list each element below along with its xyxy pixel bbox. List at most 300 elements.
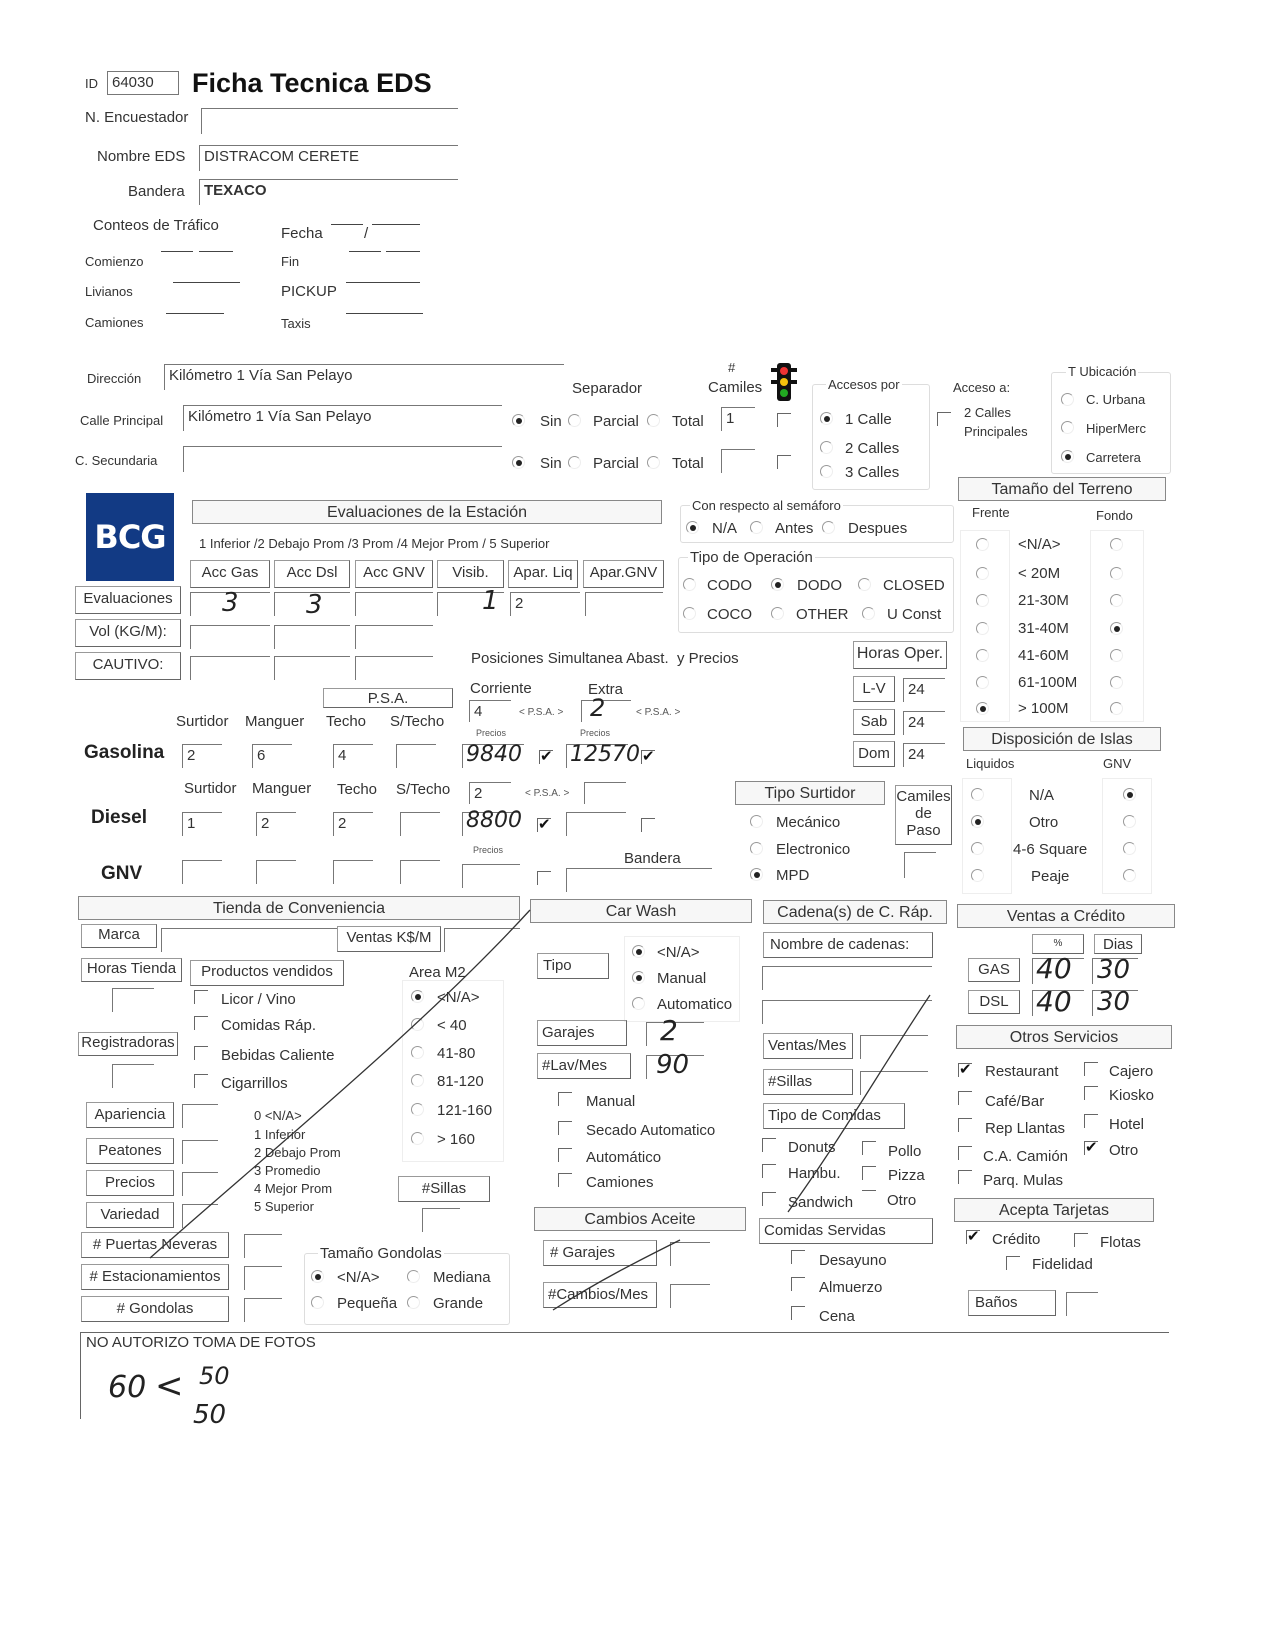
tarjeta-credito-checkbox[interactable] bbox=[966, 1230, 980, 1244]
semaforo-despues-radio[interactable] bbox=[822, 521, 835, 534]
gondola-na-label: <N/A> bbox=[337, 1269, 380, 1286]
gas-extra-psa-field[interactable] bbox=[581, 700, 631, 722]
cadena-nombre-field-2[interactable] bbox=[762, 1000, 932, 1024]
surtidor-electronico-radio[interactable] bbox=[750, 842, 763, 855]
vol-acc-gas-field[interactable] bbox=[190, 625, 270, 649]
gnv-surtidor-field[interactable] bbox=[182, 860, 222, 884]
tienda-scale-1: 1 Inferior bbox=[254, 1127, 306, 1142]
frente-41-60-radio[interactable] bbox=[976, 649, 989, 662]
comida-hambu-label: Hambu. bbox=[788, 1165, 841, 1182]
fondo-na-radio[interactable] bbox=[1110, 538, 1123, 551]
camiles-label: Camiles bbox=[708, 379, 763, 396]
vol-acc-dsl-field[interactable] bbox=[274, 625, 350, 649]
op-codo-radio[interactable] bbox=[683, 578, 696, 591]
registradoras-field[interactable] bbox=[112, 1064, 154, 1088]
horas-sab-field[interactable]: 24 bbox=[903, 711, 945, 735]
comida-pizza-checkbox[interactable] bbox=[862, 1166, 876, 1180]
gnv-techo-field[interactable] bbox=[333, 860, 373, 884]
cadena-ventas-field[interactable] bbox=[860, 1035, 928, 1059]
acceso-2calles-checkbox[interactable] bbox=[937, 412, 951, 426]
servida-almuerzo-label: Almuerzo bbox=[819, 1279, 883, 1296]
comienzo-h-line[interactable] bbox=[161, 251, 193, 252]
dsl-col-stecho: S/Techo bbox=[396, 781, 451, 798]
carwash-camiones-checkbox[interactable] bbox=[558, 1173, 572, 1187]
posiciones-precios-title: y Precios bbox=[677, 650, 739, 667]
disp-gnv-peaje-radio[interactable] bbox=[1123, 869, 1136, 882]
fecha-day-line[interactable] bbox=[331, 224, 363, 225]
credito-dsl-pct-hand: 40 bbox=[1036, 985, 1072, 1018]
cadena-sillas-field[interactable] bbox=[860, 1071, 928, 1095]
area-lt40-radio[interactable] bbox=[411, 1018, 424, 1031]
gas-corriente-precios-label: Precios bbox=[476, 728, 507, 738]
disp-na-label: N/A bbox=[1029, 787, 1055, 804]
surtidor-mpd-radio[interactable] bbox=[750, 868, 763, 881]
row-evaluaciones: Evaluaciones bbox=[75, 586, 181, 614]
carwash-manual-label: Manual bbox=[657, 970, 707, 987]
camiones-line[interactable] bbox=[166, 313, 224, 314]
vol-acc-gnv-field[interactable] bbox=[355, 625, 433, 649]
servida-cena-checkbox[interactable] bbox=[791, 1306, 805, 1320]
otro-cajero-checkbox[interactable] bbox=[1084, 1062, 1098, 1076]
gas-extra-precios-label: Precios bbox=[580, 728, 611, 738]
terreno-41-60-label: 41-60M bbox=[1018, 647, 1069, 664]
disp-liq-otro-radio[interactable] bbox=[971, 815, 984, 828]
fondo-lt20-radio[interactable] bbox=[1110, 567, 1123, 580]
col-acc-gnv: Acc GNV bbox=[355, 560, 433, 588]
notes-hand-60: 60 bbox=[108, 1370, 147, 1405]
semaforo-despues-label: Despues bbox=[848, 520, 908, 537]
area-41-80-radio[interactable] bbox=[411, 1046, 424, 1059]
gas-extra-price-hand: 12570 bbox=[570, 742, 640, 767]
direccion-field[interactable]: Kilómetro 1 Vía San Pelayo bbox=[164, 364, 564, 390]
gas-col-techo: Techo bbox=[326, 713, 367, 730]
terreno-fondo-label: Fondo bbox=[1096, 508, 1133, 523]
pickup-label: PICKUP bbox=[281, 283, 337, 300]
comida-pollo-label: Pollo bbox=[888, 1143, 922, 1160]
fecha-label: Fecha bbox=[281, 225, 323, 242]
registradoras-label: Registradoras bbox=[78, 1032, 178, 1056]
gondolas-size-group bbox=[304, 1253, 510, 1325]
evaluaciones-title: Evaluaciones de la Estación bbox=[192, 500, 662, 524]
estacionamientos-field[interactable] bbox=[244, 1266, 282, 1290]
area-na-radio[interactable] bbox=[411, 990, 424, 1003]
corriente-label: Corriente bbox=[470, 680, 532, 697]
otro-restaurant-label: Restaurant bbox=[985, 1063, 1059, 1080]
gas-col-surtidor: Surtidor bbox=[176, 713, 229, 730]
dsl-extra-price-field[interactable] bbox=[566, 812, 626, 836]
banos-field[interactable] bbox=[1066, 1292, 1098, 1316]
ubicacion-hipermerc-radio[interactable] bbox=[1061, 421, 1074, 434]
producto-licor-checkbox[interactable] bbox=[194, 990, 208, 1004]
eval-apariencia-field[interactable] bbox=[182, 1104, 218, 1128]
producto-cigarrillos-label: Cigarrillos bbox=[221, 1075, 288, 1092]
horas-dom-label: Dom bbox=[853, 741, 895, 767]
tienda-sillas-field[interactable] bbox=[422, 1208, 460, 1232]
frente-21-30-radio[interactable] bbox=[976, 594, 989, 607]
accesos-2calles-label: 2 Calles bbox=[845, 440, 900, 457]
disp-liq-square-radio[interactable] bbox=[971, 842, 984, 855]
gas-corriente-price-hand: 9840 bbox=[466, 742, 522, 767]
tienda-ventas-label: Ventas K$/M bbox=[337, 926, 441, 952]
camiles-de-paso-field[interactable] bbox=[904, 852, 936, 878]
separador1-parcial-radio[interactable] bbox=[568, 414, 581, 427]
carwash-auto-label: Automático bbox=[586, 1149, 662, 1166]
frente-na-radio[interactable] bbox=[976, 538, 989, 551]
eval-acc-gnv-field[interactable] bbox=[355, 592, 433, 616]
gas-stecho-field[interactable] bbox=[396, 744, 436, 768]
comienzo-label: Comienzo bbox=[85, 254, 144, 269]
semaforo-title: Con respecto al semáforo bbox=[692, 498, 841, 513]
comida-sandwich-checkbox[interactable] bbox=[762, 1192, 776, 1206]
gnv-stecho-field[interactable] bbox=[400, 860, 440, 884]
otro-hotel-label: Hotel bbox=[1109, 1116, 1145, 1133]
producto-cigarrillos-checkbox[interactable] bbox=[194, 1074, 208, 1088]
eval-apar-gnv-field[interactable] bbox=[585, 592, 663, 616]
semaforo-principal-checkbox[interactable] bbox=[777, 413, 791, 427]
encuestador-field[interactable] bbox=[201, 108, 458, 134]
eval-peatones-label: Peatones bbox=[86, 1138, 174, 1164]
servida-cena-label: Cena bbox=[819, 1308, 855, 1325]
camiles-principal-field[interactable]: 1 bbox=[721, 407, 755, 431]
taxis-label: Taxis bbox=[281, 316, 311, 331]
op-closed-label: CLOSED bbox=[883, 577, 945, 594]
horas-dom-field[interactable]: 24 bbox=[903, 743, 945, 767]
fondo-gt100-radio[interactable] bbox=[1110, 702, 1123, 715]
eval-variedad-field[interactable] bbox=[182, 1204, 218, 1228]
carwash-automatico-radio[interactable] bbox=[632, 997, 645, 1010]
otro-hotel-checkbox[interactable] bbox=[1084, 1114, 1098, 1128]
surtidor-electronico-label: Electronico bbox=[776, 841, 851, 858]
disp-gnv-otro-radio[interactable] bbox=[1123, 815, 1136, 828]
estacionamientos-label: # Estacionamientos bbox=[81, 1264, 229, 1290]
terreno-na-label: <N/A> bbox=[1018, 536, 1061, 553]
servida-almuerzo-checkbox[interactable] bbox=[791, 1277, 805, 1291]
id-field[interactable]: 64030 bbox=[107, 71, 179, 95]
area-na-label: <N/A> bbox=[437, 989, 480, 1006]
comida-otro-label: Otro bbox=[887, 1192, 917, 1209]
op-uconst-radio[interactable] bbox=[862, 607, 875, 620]
accesos-title: Accesos por bbox=[828, 377, 900, 392]
credito-title: Ventas a Crédito bbox=[957, 904, 1175, 928]
tienda-sillas-label: #Sillas bbox=[398, 1176, 490, 1202]
tienda-marca-field[interactable] bbox=[161, 928, 337, 952]
separador2-parcial-radio[interactable] bbox=[568, 456, 581, 469]
tienda-scale-3: 3 Promedio bbox=[254, 1163, 321, 1178]
taxis-line[interactable] bbox=[346, 313, 423, 314]
frente-lt20-radio[interactable] bbox=[976, 567, 989, 580]
otro-cajero-label: Cajero bbox=[1109, 1063, 1154, 1080]
area-81-120-label: 81-120 bbox=[437, 1073, 484, 1090]
fin-h-line[interactable] bbox=[349, 251, 381, 252]
area-gt160-radio[interactable] bbox=[411, 1132, 424, 1145]
otro-cafe-checkbox[interactable] bbox=[958, 1091, 972, 1105]
separador2-total-radio[interactable] bbox=[647, 456, 660, 469]
area-121-160-radio[interactable] bbox=[411, 1103, 424, 1116]
credito-gas-pct-hand: 40 bbox=[1036, 952, 1072, 985]
tarjetas-title: Acepta Tarjetas bbox=[954, 1198, 1154, 1222]
gondola-pequena-radio[interactable] bbox=[311, 1296, 324, 1309]
servida-desayuno-checkbox[interactable] bbox=[791, 1250, 805, 1264]
separador2-sin-radio[interactable] bbox=[512, 456, 525, 469]
area-41-80-label: 41-80 bbox=[437, 1045, 476, 1062]
otro-otro-label: Otro bbox=[1109, 1142, 1139, 1159]
separador2-total-label: Total bbox=[672, 455, 704, 472]
carwash-camiones-label: Camiones bbox=[586, 1174, 654, 1191]
semaforo-antes-radio[interactable] bbox=[750, 521, 763, 534]
gas-extra-checkbox[interactable] bbox=[641, 750, 655, 764]
otro-restaurant-checkbox[interactable] bbox=[958, 1063, 972, 1077]
bandera-field[interactable]: TEXACO bbox=[199, 179, 458, 205]
carwash-manual-checkbox[interactable] bbox=[558, 1092, 572, 1106]
otro-kiosko-checkbox[interactable] bbox=[1084, 1086, 1098, 1100]
gas-extra-psa-hand: 2 bbox=[590, 694, 606, 722]
gondola-na-radio[interactable] bbox=[311, 1270, 324, 1283]
cadena-ventas-label: Ventas/Mes bbox=[763, 1033, 853, 1059]
carwash-manual-radio[interactable] bbox=[632, 971, 645, 984]
gas-corriente-psa-tag: < P.S.A. > bbox=[519, 707, 564, 718]
tarjeta-flotas-checkbox[interactable] bbox=[1074, 1233, 1088, 1247]
terreno-gt100-label: > 100M bbox=[1018, 700, 1069, 717]
carwash-tipo-label: Tipo bbox=[537, 953, 609, 979]
dsl-price-hand: 8800 bbox=[466, 808, 522, 833]
eval-visib-hand: 1 bbox=[482, 586, 499, 616]
op-codo-label: CODO bbox=[707, 577, 752, 594]
comida-donuts-checkbox[interactable] bbox=[762, 1138, 776, 1152]
encuestador-label: N. Encuestador bbox=[85, 109, 189, 126]
semaforo-antes-label: Antes bbox=[775, 520, 814, 537]
conteos-title: Conteos de Tráfico bbox=[93, 217, 219, 234]
otro-otro-checkbox[interactable] bbox=[1084, 1141, 1098, 1155]
eval-precios-field[interactable] bbox=[182, 1172, 218, 1196]
gondola-mediana-radio[interactable] bbox=[407, 1270, 420, 1283]
calle-secundaria-field[interactable] bbox=[183, 446, 502, 472]
tienda-title: Tienda de Conveniencia bbox=[78, 896, 520, 920]
otro-mulas-checkbox[interactable] bbox=[958, 1170, 972, 1184]
dsl-surtidor-field[interactable]: 1 bbox=[182, 812, 222, 836]
aceite-cambios-field[interactable] bbox=[670, 1284, 710, 1308]
col-visib: Visib. bbox=[437, 560, 504, 588]
calle-principal-label: Calle Principal bbox=[80, 413, 164, 428]
disp-otro-label: Otro bbox=[1029, 814, 1059, 831]
bandera-label: Bandera bbox=[128, 183, 185, 200]
nombre-eds-field[interactable]: DISTRACOM CERETE bbox=[199, 145, 458, 171]
traffic-light-icon bbox=[769, 362, 799, 402]
carwash-automatico-label: Automatico bbox=[657, 996, 733, 1013]
otro-kiosko-label: Kiosko bbox=[1109, 1087, 1155, 1104]
ubicacion-title: T Ubicación bbox=[1068, 364, 1137, 379]
camiones-label: Camiones bbox=[85, 315, 144, 330]
area-121-160-label: 121-160 bbox=[437, 1102, 493, 1119]
fondo-31-40-radio[interactable] bbox=[1110, 622, 1123, 635]
tienda-ventas-field[interactable] bbox=[444, 928, 520, 952]
page-title: Ficha Tecnica EDS bbox=[192, 68, 432, 98]
tarjeta-fidelidad-checkbox[interactable] bbox=[1006, 1256, 1020, 1270]
calle-principal-field[interactable]: Kilómetro 1 Vía San Pelayo bbox=[183, 405, 502, 431]
banos-label: Baños bbox=[968, 1290, 1056, 1316]
dsl-manguer-field[interactable]: 2 bbox=[256, 812, 296, 836]
credito-dsl-label: DSL bbox=[968, 990, 1020, 1014]
cadena-nombre-field-1[interactable] bbox=[762, 966, 932, 990]
tienda-scale-2: 2 Debajo Prom bbox=[254, 1145, 341, 1160]
col-acc-dsl: Acc Dsl bbox=[274, 560, 350, 588]
cadena-title: Cadena(s) de C. Ráp. bbox=[763, 900, 947, 924]
dsl-extra-checkbox[interactable] bbox=[641, 818, 655, 832]
credito-dias-label: Dias bbox=[1094, 934, 1142, 954]
gnv-price-checkbox[interactable] bbox=[537, 871, 551, 885]
semaforo-na-radio[interactable] bbox=[686, 521, 699, 534]
separador2-sin-label: Sin bbox=[540, 455, 562, 472]
acceso-principales-label: Principales bbox=[964, 424, 1028, 439]
livianos-label: Livianos bbox=[85, 284, 133, 299]
gnv-manguer-field[interactable] bbox=[256, 860, 296, 884]
gondola-grande-radio[interactable] bbox=[407, 1296, 420, 1309]
camiles-secundaria-field[interactable] bbox=[721, 449, 755, 473]
row-vol: Vol (KG/M): bbox=[75, 619, 181, 647]
comienzo-m-line[interactable] bbox=[199, 251, 233, 252]
area-81-120-radio[interactable] bbox=[411, 1074, 424, 1087]
otro-camion-label: C.A. Camión bbox=[983, 1148, 1069, 1165]
op-other-label: OTHER bbox=[796, 606, 849, 623]
comida-pollo-checkbox[interactable] bbox=[862, 1141, 876, 1155]
dsl-techo-field[interactable]: 2 bbox=[333, 812, 373, 836]
camiles-hash: # bbox=[728, 360, 736, 375]
gnv-price-field[interactable] bbox=[462, 864, 520, 888]
col-apar-gnv: Apar.GNV bbox=[583, 560, 664, 588]
disp-liq-na-radio[interactable] bbox=[971, 788, 984, 801]
credito-pct-label: % bbox=[1032, 934, 1084, 954]
comida-hambu-checkbox[interactable] bbox=[762, 1164, 776, 1178]
gasolina-label: Gasolina bbox=[84, 742, 165, 763]
separador-label: Separador bbox=[572, 380, 643, 397]
tienda-scale-4: 4 Mejor Prom bbox=[254, 1181, 333, 1196]
gnv-bandera-field[interactable] bbox=[566, 868, 712, 892]
dsl-stecho-field[interactable] bbox=[400, 812, 440, 836]
bcg-logo: BCG bbox=[86, 493, 174, 581]
fondo-21-30-radio[interactable] bbox=[1110, 594, 1123, 607]
comida-otro-checkbox[interactable] bbox=[862, 1190, 876, 1204]
gas-manguer-field[interactable]: 6 bbox=[252, 744, 292, 768]
tienda-horas-field[interactable] bbox=[112, 988, 154, 1012]
frente-61-100-radio[interactable] bbox=[976, 676, 989, 689]
ubicacion-carretera-radio[interactable] bbox=[1061, 450, 1074, 463]
carwash-na-radio[interactable] bbox=[632, 945, 645, 958]
horas-lv-field[interactable]: 24 bbox=[903, 678, 945, 702]
terreno-61-100-label: 61-100M bbox=[1018, 674, 1078, 691]
eval-peatones-field[interactable] bbox=[182, 1140, 218, 1164]
otro-llantas-checkbox[interactable] bbox=[958, 1118, 972, 1132]
tienda-marca-label: Marca bbox=[81, 924, 157, 948]
horas-oper-title: Horas Oper. bbox=[853, 641, 947, 669]
eval-precios-label: Precios bbox=[86, 1170, 174, 1196]
fin-m-line[interactable] bbox=[386, 251, 420, 252]
notes-text: NO AUTORIZO TOMA DE FOTOS bbox=[86, 1334, 316, 1351]
camiles-de-paso-label: Camiles de Paso bbox=[895, 785, 952, 845]
op-closed-radio[interactable] bbox=[858, 578, 871, 591]
credito-dsl-dias-hand: 30 bbox=[1097, 987, 1131, 1017]
carwash-na-label: <N/A> bbox=[657, 944, 700, 961]
disposicion-title: Disposición de Islas bbox=[963, 727, 1161, 751]
posiciones-title: Posiciones Simultanea Abast. bbox=[471, 650, 669, 667]
gondola-pequena-label: Pequeña bbox=[337, 1295, 398, 1312]
accesos-3calles-radio[interactable] bbox=[820, 465, 833, 478]
fondo-41-60-radio[interactable] bbox=[1110, 649, 1123, 662]
op-dodo-radio[interactable] bbox=[771, 578, 784, 591]
dsl-price-checkbox[interactable] bbox=[537, 818, 551, 832]
ubicacion-hipermerc-label: HiperMerc bbox=[1086, 421, 1146, 436]
op-other-radio[interactable] bbox=[771, 607, 784, 620]
separador1-sin-label: Sin bbox=[540, 413, 562, 430]
separador1-total-radio[interactable] bbox=[647, 414, 660, 427]
producto-comidas-checkbox[interactable] bbox=[194, 1016, 208, 1030]
frente-gt100-radio[interactable] bbox=[976, 702, 989, 715]
calle-secundaria-label: C. Secundaria bbox=[75, 453, 158, 468]
gas-techo-field[interactable]: 4 bbox=[333, 744, 373, 768]
separador1-sin-radio[interactable] bbox=[512, 414, 525, 427]
terreno-lt20-label: < 20M bbox=[1018, 565, 1061, 582]
otro-mulas-label: Parq. Mulas bbox=[983, 1172, 1064, 1189]
gas-corriente-psa-field[interactable]: 4 bbox=[469, 700, 511, 722]
gas-surtidor-field[interactable]: 2 bbox=[182, 744, 222, 768]
cautivo-acc-dsl-field[interactable] bbox=[274, 656, 350, 680]
puertas-neveras-field[interactable] bbox=[244, 1234, 282, 1258]
carwash-secado-checkbox[interactable] bbox=[558, 1121, 572, 1135]
cautivo-acc-gnv-field[interactable] bbox=[355, 656, 433, 680]
operacion-title: Tipo de Operación bbox=[690, 549, 813, 566]
gnv-bandera-label: Bandera bbox=[624, 850, 681, 867]
aceite-garajes-field[interactable] bbox=[670, 1242, 710, 1266]
disp-liq-peaje-radio[interactable] bbox=[971, 869, 984, 882]
dsl-extra-psa-field[interactable] bbox=[584, 782, 626, 804]
terreno-frente-label: Frente bbox=[972, 505, 1010, 520]
cautivo-acc-gas-field[interactable] bbox=[190, 656, 270, 680]
fecha-month-line[interactable] bbox=[372, 224, 420, 225]
gas-corriente-checkbox[interactable] bbox=[539, 750, 553, 764]
producto-bebidas-checkbox[interactable] bbox=[194, 1046, 208, 1060]
tarjeta-fidelidad-label: Fidelidad bbox=[1032, 1256, 1093, 1273]
livianos-line[interactable] bbox=[173, 282, 240, 283]
frente-31-40-radio[interactable] bbox=[976, 622, 989, 635]
separador1-parcial-label: Parcial bbox=[593, 413, 639, 430]
disp-gnv-square-radio[interactable] bbox=[1123, 842, 1136, 855]
ubicacion-urbana-radio[interactable] bbox=[1061, 393, 1074, 406]
eval-acc-gas-hand: 3 bbox=[222, 588, 239, 618]
disposicion-liquidos-label: Liquidos bbox=[966, 756, 1015, 771]
eval-variedad-label: Variedad bbox=[86, 1202, 174, 1228]
horas-sab-label: Sab bbox=[853, 709, 895, 735]
accesos-3calles-label: 3 Calles bbox=[845, 464, 900, 481]
semaforo-secundaria-checkbox[interactable] bbox=[777, 455, 791, 469]
col-apar-liq: Apar. Liq bbox=[508, 560, 578, 588]
dsl-col-surtidor: Surtidor bbox=[184, 780, 237, 797]
dsl-psa-field[interactable]: 2 bbox=[469, 782, 511, 804]
surtidor-mecanico-radio[interactable] bbox=[750, 815, 763, 828]
eval-apar-liq-field[interactable]: 2 bbox=[510, 592, 580, 616]
disp-gnv-na-radio[interactable] bbox=[1123, 788, 1136, 801]
carwash-lav-label: #Lav/Mes bbox=[537, 1053, 631, 1079]
gondolas-field[interactable] bbox=[244, 1298, 282, 1322]
accesos-1calle-radio[interactable] bbox=[820, 412, 833, 425]
otro-camion-checkbox[interactable] bbox=[958, 1146, 972, 1160]
op-coco-radio[interactable] bbox=[683, 607, 696, 620]
pickup-line[interactable] bbox=[346, 282, 420, 283]
terreno-31-40-label: 31-40M bbox=[1018, 620, 1069, 637]
dsl-precios-label: Precios bbox=[473, 845, 504, 855]
carwash-auto-checkbox[interactable] bbox=[558, 1148, 572, 1162]
fondo-61-100-radio[interactable] bbox=[1110, 676, 1123, 689]
accesos-2calles-radio[interactable] bbox=[820, 441, 833, 454]
area-lt40-label: < 40 bbox=[437, 1017, 467, 1034]
tienda-scale-0: 0 <N/A> bbox=[254, 1108, 302, 1123]
